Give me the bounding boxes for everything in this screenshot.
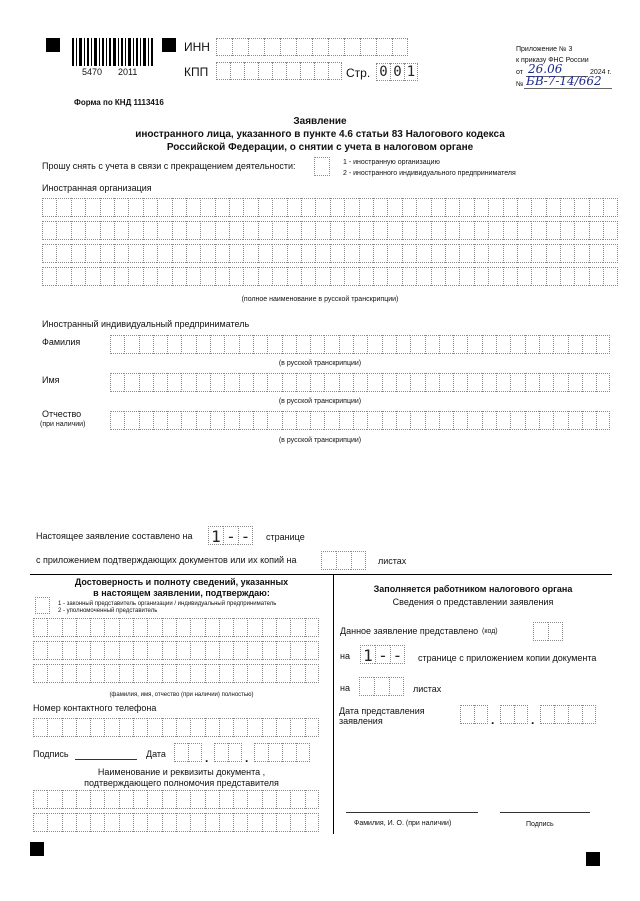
right-pages-digit: - [375,645,390,664]
signer-fio-caption: (фамилия, имя, отчество (при наличии) полностью) [109,692,254,698]
page-number-field[interactable] [376,63,418,81]
name-field[interactable] [110,373,610,392]
right-pages-digit: 1 [360,645,375,664]
date-label: Дата [146,749,166,759]
page-digit: 0 [376,63,390,81]
corner-marker-bottom-right [586,852,600,866]
sign-line[interactable] [75,759,137,760]
left-block-title-1: Достоверность и полноту сведений, указанных [74,577,289,587]
left-block-title-2: в настоящем заявлении, подтверждаю: [93,588,270,598]
date-dot: . [245,751,249,765]
signer-fio-row[interactable] [33,618,319,637]
foreign-org-row[interactable] [42,221,618,240]
sign-date-month[interactable] [214,743,242,762]
signer-fio-row[interactable] [33,664,319,683]
barcode-number-left: 5470 [82,67,103,77]
barcode-number-right: 2011 [118,67,138,77]
right-block-title: Заполняется работником налогового органа [373,584,573,594]
authority-doc-row[interactable] [33,813,319,832]
authority-doc-label-1: Наименование и реквизиты документа , [97,767,266,777]
pages-suffix: странице с приложением копии документа [418,653,597,663]
appendix-date-handwritten: 26.06 [528,62,563,76]
deregister-label: Прошу снять с учета в связи с прекращением деятельности: [42,161,296,171]
submission-date-year[interactable] [540,705,596,724]
right-block-subtitle: Сведения о представлении заявления [392,597,554,607]
name-caption: (в русской транскрипции) [278,398,362,405]
sheets-on-label: на [340,683,350,693]
foreign-org-caption: (полное наименование в русской транскрипции) [241,296,399,303]
submission-date-label-2: заявления [339,716,383,726]
title-line3: Российской Федерации, о снятии с учета в налоговом органе [166,142,474,153]
date-dot: . [491,713,495,727]
title-line1: Заявление [293,116,347,127]
surname-label: Фамилия [42,337,81,347]
signer-option-2: 2 - уполномоченный представитель [58,608,158,614]
authority-doc-grid[interactable] [33,790,319,832]
officer-fio-caption: Фамилия, И. О. (при наличии) [354,820,452,827]
section-divider [30,574,612,575]
composed-suffix: страницe [266,532,305,542]
signer-type-checkbox[interactable] [35,597,50,614]
submitted-code-field[interactable] [533,622,563,641]
officer-fio-line[interactable] [346,812,478,813]
page-digit: 1 [404,63,418,81]
date-dot: . [205,751,209,765]
attach-sheets-field[interactable] [321,551,366,570]
foreign-org-label: Иностранная организация [42,183,152,193]
submitted-label: Данное заявление представлено [340,626,479,636]
appendix-line2: к приказу ФНС России [516,57,589,64]
corner-marker-bottom-left [30,842,44,856]
appendix-number-handwritten: БВ-7-14/662 [526,74,602,88]
attach-label: с приложением подтверждающих документов или их копий на [36,555,297,565]
authority-doc-label-2: подтверждающего полномочия представителя [84,778,279,788]
corner-marker-top-mid [162,38,176,52]
right-sheets-field[interactable] [359,677,404,696]
composed-label: Настоящее заявление составлено на [36,531,193,541]
sign-date-day[interactable] [174,743,202,762]
foreign-org-row[interactable] [42,267,618,286]
appendix-line1: Приложение № 3 [516,46,573,53]
patronymic-caption: (в русской транскрипции) [278,437,362,444]
officer-sign-caption: Подпись [526,821,554,828]
foreign-org-name-grid[interactable] [42,198,618,286]
officer-sign-line[interactable] [500,812,590,813]
patronymic-note: (при наличии) [40,421,86,428]
surname-field[interactable] [110,335,610,354]
page-digit: 0 [390,63,404,81]
submission-date-day[interactable] [460,705,488,724]
composed-digit: - [238,526,253,545]
date-dot: . [531,713,535,727]
composed-digit: 1 [208,526,223,545]
kpp-label: КПП [184,65,209,79]
right-pages-field[interactable] [360,645,405,664]
title-line2: иностранного лица, указанного в пункте 4.6 статьи 83 Налогового кодекса [135,129,505,140]
signer-option-1: 1 - законный представитель организации / индивидуальный предприниматель [58,601,277,607]
sheets-suffix: листах [413,684,442,694]
inn-field[interactable] [216,38,408,56]
form-code: Форма по КНД 1113416 [74,98,164,107]
inn-label: ИНН [184,40,210,54]
barcode-icon [72,38,154,66]
appendix-number-sign: № [516,81,524,88]
deregister-checkbox[interactable] [314,157,330,176]
foreign-org-row[interactable] [42,198,618,217]
barcode [72,38,154,66]
sign-label: Подпись [33,749,69,759]
appendix-number-underline [524,88,612,89]
authority-doc-row[interactable] [33,790,319,809]
deregister-option-2: 2 - иностранного индивидуального предпринимателя [343,170,516,177]
deregister-option-1: 1 - иностранную организацию [343,159,440,166]
entrepreneur-label: Иностранный индивидуальный предприниматель [42,319,250,329]
surname-caption: (в русской транскрипции) [278,360,362,367]
kpp-field[interactable] [216,62,342,80]
foreign-org-row[interactable] [42,244,618,263]
corner-marker-top-left [46,38,60,52]
patronymic-field[interactable] [110,411,610,430]
appendix-from: от [516,69,523,76]
appendix-year: 2024 г. [590,69,612,76]
submission-date-month[interactable] [500,705,528,724]
composed-pages-field[interactable] [208,526,253,545]
column-divider [333,574,334,834]
sign-date-year[interactable] [254,743,310,762]
name-label: Имя [42,375,60,385]
right-pages-digit: - [390,645,405,664]
phone-label: Номер контактного телефона [33,703,157,713]
pages-on-label: на [340,651,350,661]
patronymic-label: Отчество [42,409,82,419]
signer-fio-row[interactable] [33,641,319,660]
phone-field[interactable] [33,718,319,737]
signer-fio-grid[interactable] [33,618,319,683]
attach-suffix: листах [378,556,407,566]
submission-date-label-1: Дата представления [339,706,425,716]
page-label: Стр. [346,66,371,80]
composed-digit: - [223,526,238,545]
submitted-code-label: (код) [482,628,498,635]
